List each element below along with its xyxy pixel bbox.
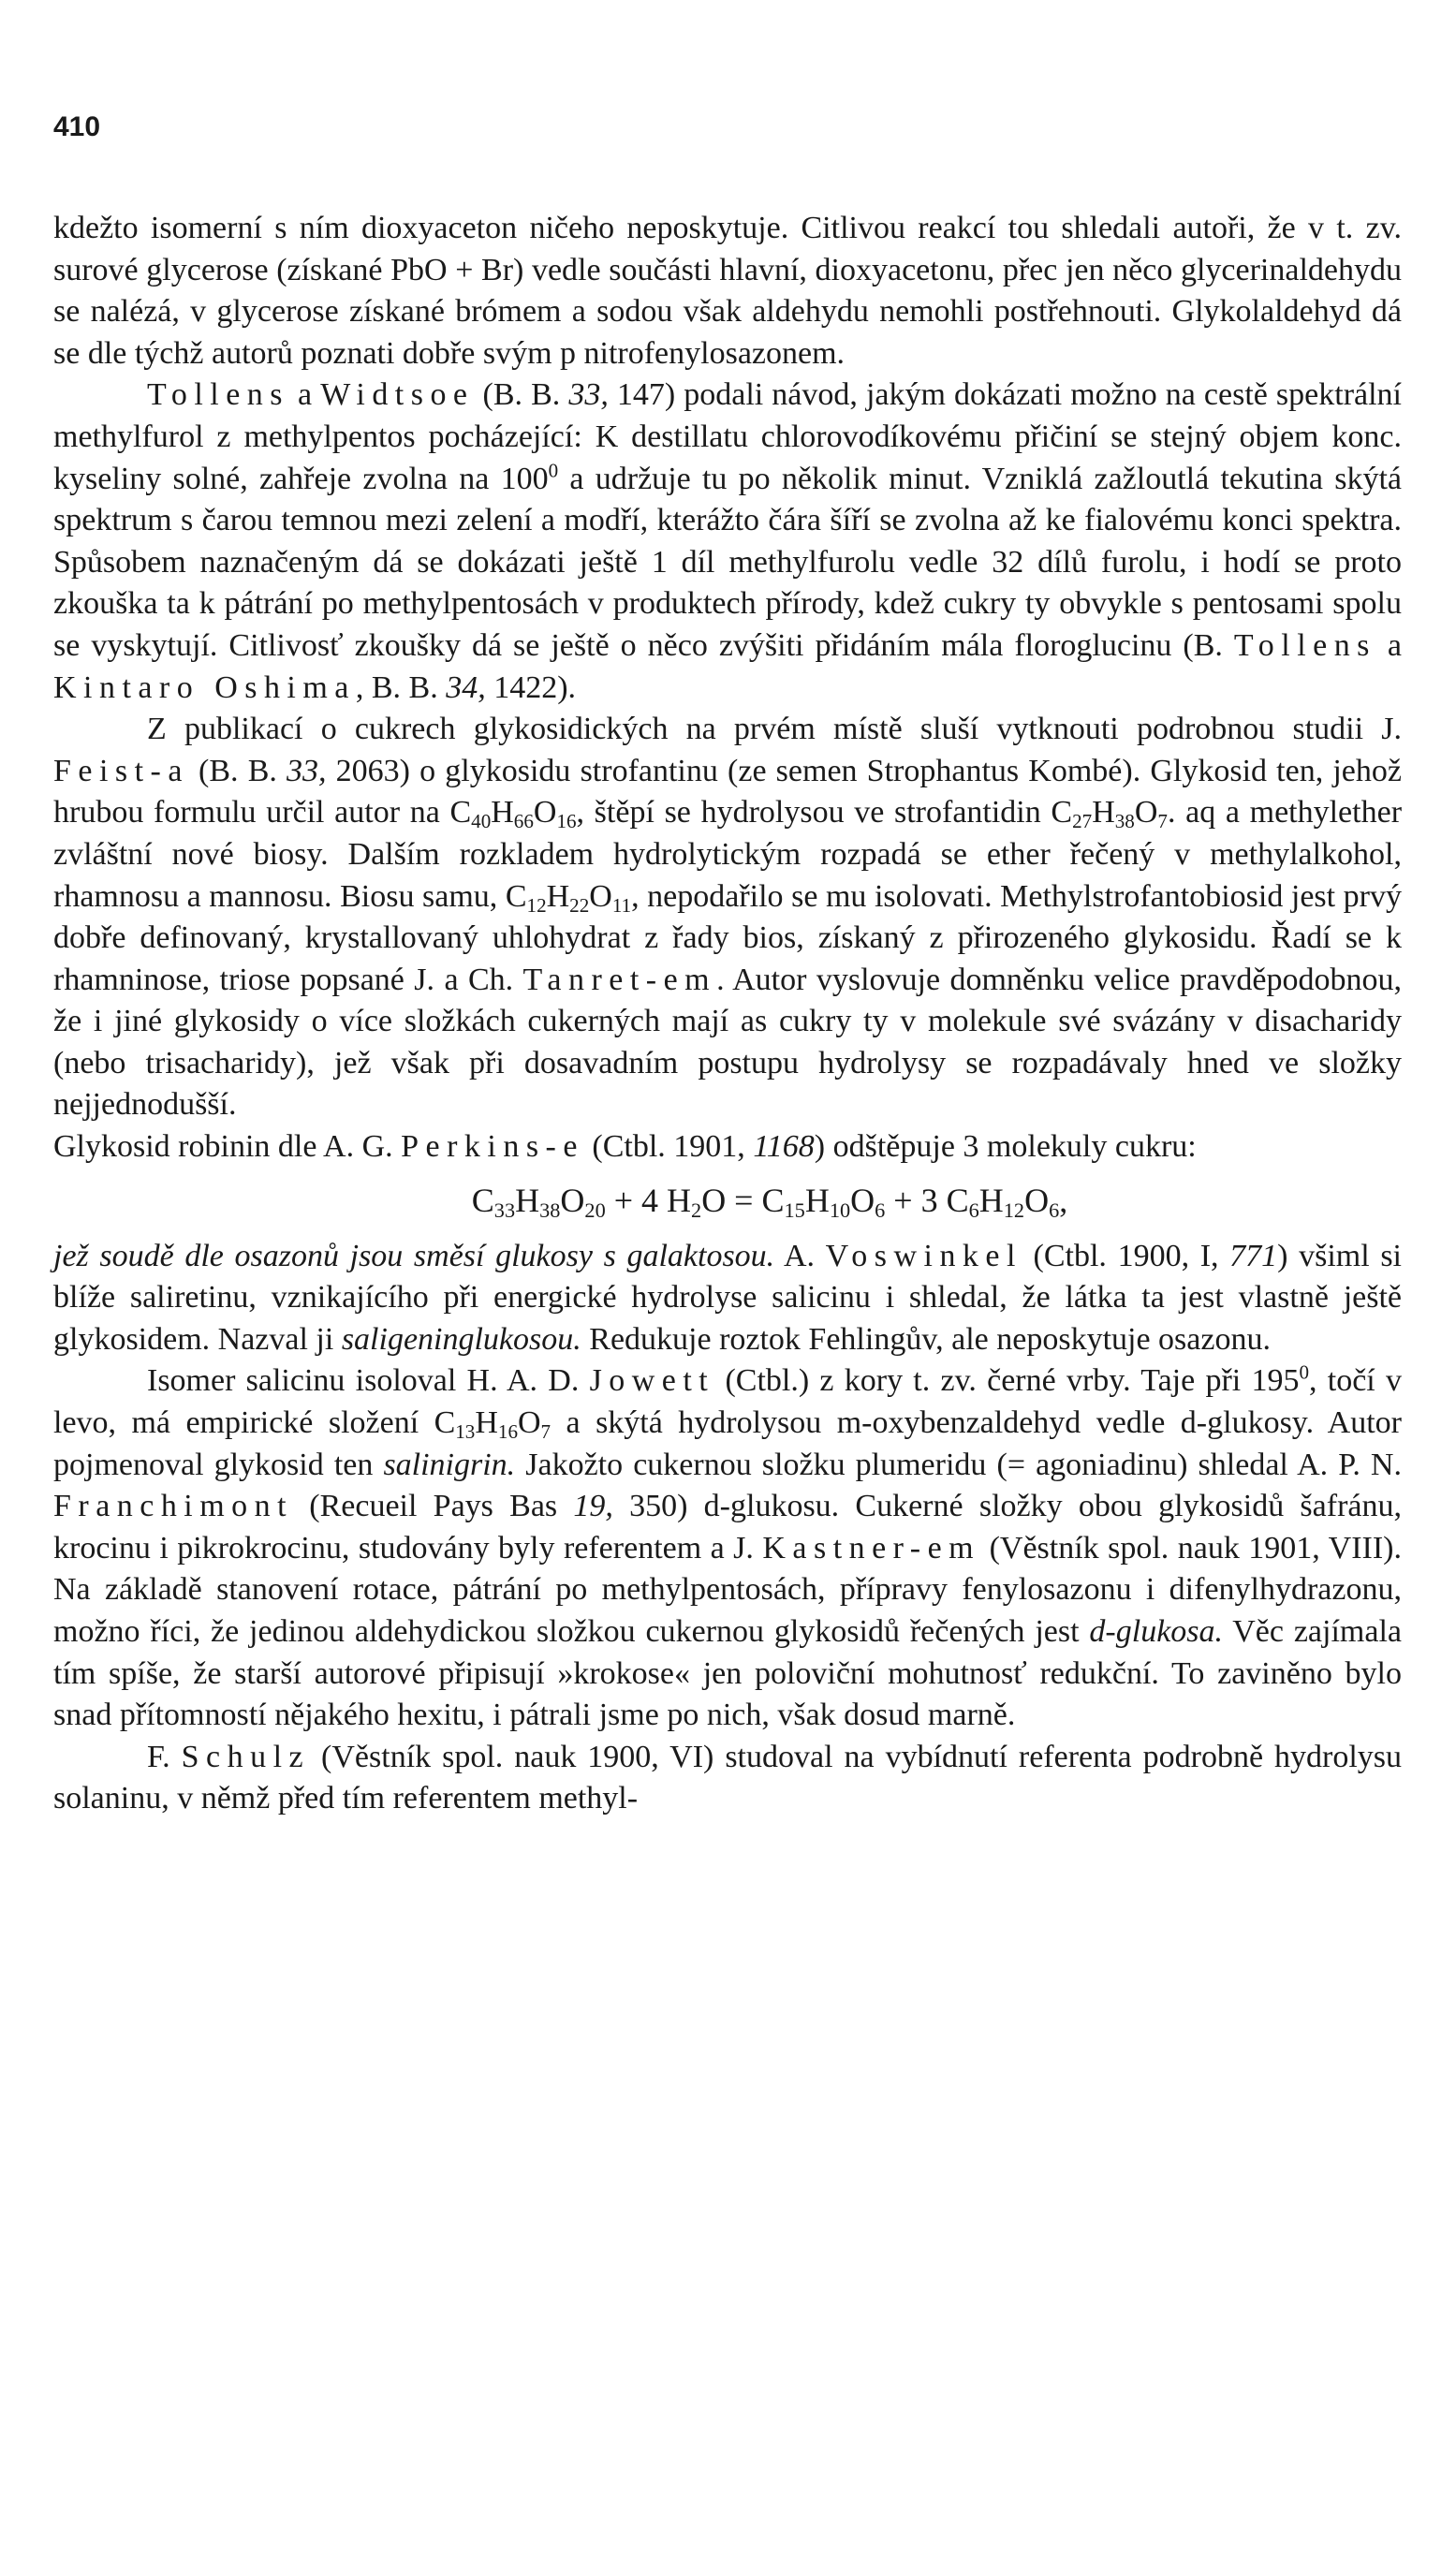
paragraph-strofantin <box>53 709 1402 1126</box>
text-run: Jakožto cukernou složku plumeridu (= agoniadinu) shledal A. P. N. <box>515 1447 1402 1482</box>
italic-text: d-glukosa. <box>1089 1614 1224 1649</box>
text-run: (Věstník spol. nauk 1901, VIII). Na základě stanovení rotace, pátrání po methylpentosách, přípravy fenylosazonu i difenylhydrazonu, možno říci, že jedinou aldehydickou složkou cukernou glykosidů řečených jest <box>53 1530 1402 1649</box>
volume-ref: 771 <box>1229 1238 1278 1273</box>
subscript: 6 <box>968 1198 979 1222</box>
volume-ref: 19, <box>573 1489 613 1524</box>
text-run: kdežto isomerní s ním dioxyaceton ničeho neposkytuje. Citlivou reakcí tou shledali autoři, že v t. zv. surové glycerose (získané PbO + Br) vedle součásti hlavní, dioxyacetonu, přec jen něco glycerinaldehydu se nalézá, v glycerose získané brómem a sodou však aldehydu nemohli postřehnouti. Glykolaldehyd dá se dle týchž autorů poznati dobře svým p nitrofenylosazonem. <box>53 211 1402 371</box>
degree-mark: 0 <box>1299 1361 1310 1385</box>
subscript: 10 <box>829 1198 851 1222</box>
text-run: 1422). <box>485 669 577 705</box>
formula-part: H <box>804 1181 830 1219</box>
italic-text: jež soudě dle osazonů jsou směsí glukosy s galaktosou. <box>53 1238 775 1273</box>
text-run: (Ctbl.) z kory t. zv. černé vrby. Taje při 195 <box>714 1363 1300 1399</box>
text-run: A. <box>774 1238 826 1273</box>
text-run: , nepodařilo se mu isolovati. Methylstrofantobiosid jest prvý dobře definovaný, krystallovaný uhlohydrat z řady bios, získaný z přirozeného glykosidu. Řadí se k rhamninose, triose popsané J. a Ch. <box>53 878 1402 997</box>
subscript: 11 <box>611 893 632 917</box>
text-run: Redukuje roztok Fehlingův, ale neposkytuje osazonu. <box>581 1321 1271 1357</box>
text-run: a udržuje tu po několik minut. Vzniklá zažloutlá tekutina skýtá spektrum s čarou temnou mezi zelení a modří, kterážto čára šíří se zvolna až ke fialovému konci spektra. Spůsobem naznačeným dá se dokázati ještě 1 díl methylfurolu vedle 32 dílů furolu, i hodí se proto zkouška ta k pátrání po methylpentosách v produktech přírody, kdež cukry ty obvykle s pentosami spolu se vyskytují. Citlivosť zkoušky dá se ještě o něco zvýšiti přidáním mála floroglucinu (B. <box>53 461 1402 663</box>
text-run: , B. B. <box>355 669 447 705</box>
volume-ref: 33, <box>287 753 327 788</box>
subscript: 2 <box>691 1198 702 1222</box>
subscript: 27 <box>1072 810 1093 833</box>
text-run: ) všiml si blíže saliretinu, vznikajícího při energické hydrolyse salicinu i shledal, že látka ta jest vlastně ještě glykosidem. Nazval ji <box>53 1238 1402 1357</box>
subscript: 22 <box>569 893 590 917</box>
subscript: 7 <box>540 1419 552 1443</box>
formula-part: + 3 C <box>885 1181 969 1219</box>
formula-part: O <box>850 1181 875 1219</box>
text-run: , štěpí se hydrolysou ve strofantidin C <box>576 795 1073 831</box>
author-name: Tollens <box>147 377 289 413</box>
subscript: 20 <box>584 1198 606 1222</box>
text-run: F. <box>147 1739 182 1774</box>
subscript: 12 <box>1003 1198 1025 1222</box>
page-number: 410 <box>53 111 101 142</box>
text-run: Glykosid robinin dle A. G. <box>53 1129 402 1165</box>
author-name: Perkins-e <box>401 1129 584 1165</box>
paragraph-glycerose <box>53 208 1402 375</box>
formula-part: C <box>471 1181 494 1219</box>
author-name: Kintaro Oshima <box>53 669 356 705</box>
subscript: 6 <box>875 1198 886 1222</box>
paragraph-solanin <box>53 1737 1402 1820</box>
author-name: Franchimont <box>53 1489 294 1524</box>
text-run: a <box>288 377 321 413</box>
text-run: 147) podali návod, jakým dokázati možno na cestě spektrální methylfurol z methylpentos pocházející: K destillatu chlorovodíkovému přičiní se stejný objem konc. kyseliny solné, zahřeje zvolna na 100 <box>53 377 1403 496</box>
formula-part: + 4 H <box>605 1181 692 1219</box>
subscript: 15 <box>784 1198 805 1222</box>
author-name: Schulz <box>181 1739 311 1774</box>
text-run: O <box>517 1405 541 1441</box>
degree-mark: 0 <box>548 459 559 482</box>
text-run: H <box>546 878 570 914</box>
text-run: ) odštěpuje 3 molekuly cukru: <box>814 1129 1197 1165</box>
subscript: 38 <box>539 1198 561 1222</box>
subscript: 6 <box>1049 1198 1060 1222</box>
volume-ref: 34, <box>446 669 486 705</box>
paragraph-saligenin <box>53 1236 1402 1361</box>
text-run: . aq a methylether zvláštní nové biosy. Dalším rozkladem hydrolytickým rozpadá se ether řečený v methylalkohol, rhamnosu a mannosu. Biosu samu, C <box>53 795 1403 914</box>
text-run: 350) d-glukosu. Cukerné složky obou glykosidů šafránu, krocinu i pikrokrocinu, studovány byly referentem a J. <box>53 1489 1402 1566</box>
italic-text: salinigrin. <box>383 1447 516 1482</box>
text-run: (Ctbl. 1901, <box>583 1129 754 1165</box>
subscript: 13 <box>455 1419 476 1443</box>
text-run: , točí v levo, má empirické složení C <box>53 1363 1402 1441</box>
formula-part: H <box>978 1181 1004 1219</box>
text-run: H <box>475 1405 498 1441</box>
volume-ref: 33, <box>568 377 609 413</box>
text-run: H <box>1092 795 1115 831</box>
author-name: Tollens <box>1233 627 1376 663</box>
author-name: Tanret-em <box>522 962 717 997</box>
text-run: (B. B. <box>188 753 287 788</box>
paragraph-salinigrin <box>53 1360 1402 1736</box>
body-text <box>53 208 1402 1820</box>
author-name: Feist-a <box>53 753 189 788</box>
text-run: (Ctbl. 1900, I, <box>1022 1238 1230 1273</box>
text-run: O <box>589 878 612 914</box>
formula-part: O = C <box>701 1181 785 1219</box>
subscript: 16 <box>556 810 577 833</box>
author-name: Jowett <box>589 1363 715 1399</box>
text-run: H <box>491 795 514 831</box>
formula-part: O <box>1024 1181 1050 1219</box>
subscript: 38 <box>1114 810 1135 833</box>
formula-part: , <box>1059 1181 1068 1219</box>
text-run: (Recueil Pays Bas <box>293 1489 574 1524</box>
text-run: Isomer salicinu isoloval H. A. D. <box>147 1363 590 1399</box>
author-name: Voswinkel <box>825 1238 1022 1273</box>
text-run: . Autor vyslovuje domněnku velice pravděpodobnou, že i jiné glykosidy o více složkách cukerných mají as cukry ty v molekule své svázány v disacharidy (nebo trisacharidy), jež však při dosavadním postupu hydrolysy se rozpadávaly hned ve složky nejjednodušší. <box>53 962 1402 1123</box>
text-run: (B. B. <box>474 377 569 413</box>
subscript: 40 <box>471 810 492 833</box>
text-run: O <box>1134 795 1158 831</box>
text-run: Z publikací o cukrech glykosidických na prvém místě sluší vytknouti podrobnou studii J. <box>147 712 1402 747</box>
subscript: 66 <box>513 810 534 833</box>
paragraph-robinin <box>53 1126 1402 1169</box>
text-run: 2063) o glykosidu strofantinu (ze semen Strophantus Kombé). Glykosid ten, jehož hrubou formulu určil autor na C <box>53 753 1402 831</box>
author-name: Widtsoe <box>320 377 475 413</box>
text-run: Věc zajímala tím spíše, že starší autorové připisují »krokose« jen poloviční mohutnosť redukční. To zaviněno bylo snad přítomností nějakého hexitu, i pátrali jsme po nich, však dosud marně. <box>53 1614 1402 1733</box>
text-run: a skýtá hydrolysou m-oxybenzaldehyd vedle d-glukosy. Autor pojmenoval glykosid ten <box>53 1405 1402 1482</box>
subscript: 16 <box>497 1419 518 1443</box>
text-run: (Věstník spol. nauk 1900, VI) studoval na vybídnutí referenta podrobně hydrolysu solaninu, v němž před tím referentem methyl- <box>53 1739 1402 1816</box>
chemical-equation <box>53 1174 1402 1227</box>
italic-text: saligeninglukosou. <box>341 1321 581 1357</box>
text-run: O <box>533 795 557 831</box>
subscript: 7 <box>1157 810 1168 833</box>
subscript: 12 <box>526 893 547 917</box>
paragraph-methylfurol <box>53 375 1402 709</box>
text-run: a <box>1375 627 1402 663</box>
subscript: 33 <box>493 1198 516 1222</box>
formula-part: O <box>560 1181 585 1219</box>
author-name: Kastner-em <box>762 1530 981 1566</box>
volume-ref: 1168 <box>753 1129 815 1165</box>
formula-part: H <box>515 1181 540 1219</box>
